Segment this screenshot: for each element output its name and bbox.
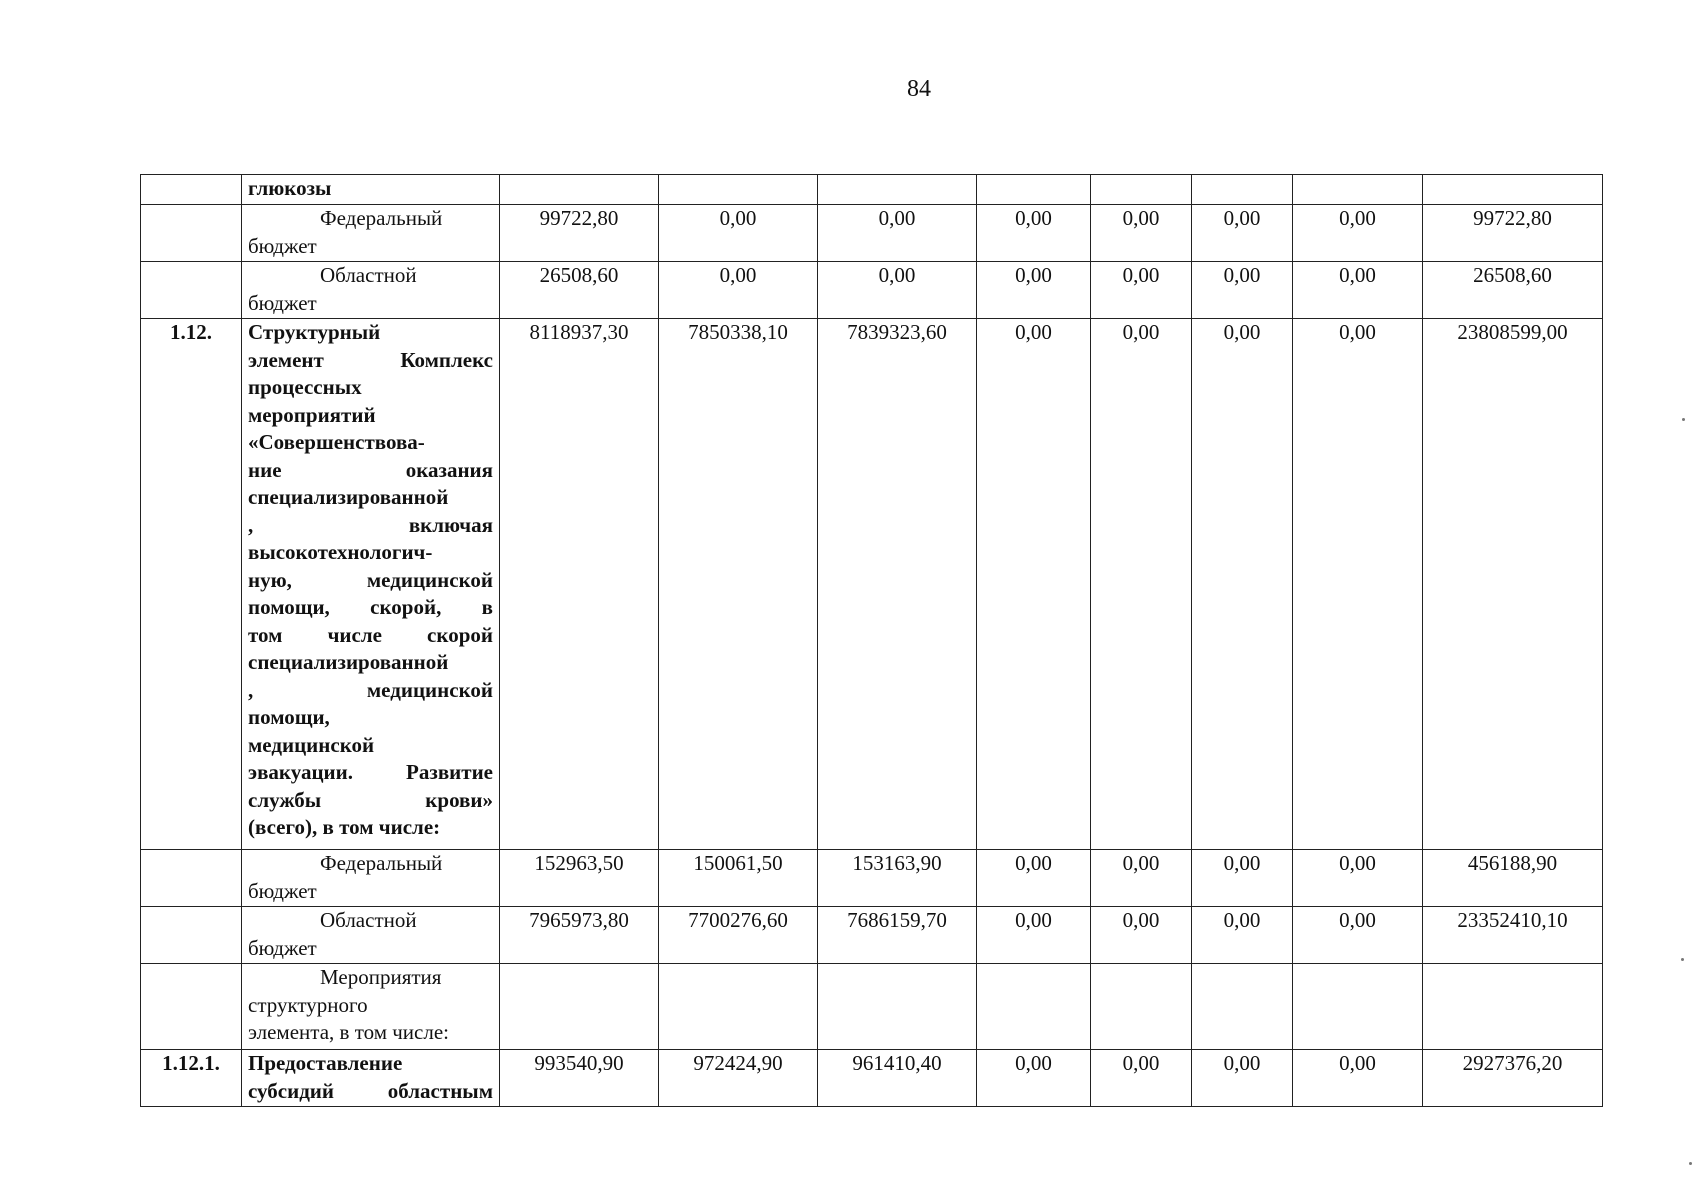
row-value: 961410,40 (818, 1050, 977, 1107)
row-name-line (248, 457, 493, 485)
row-name-line: помощи, (248, 705, 330, 729)
row-value: 0,00 (977, 319, 1091, 850)
row-value: 7700276,60 (659, 907, 818, 964)
row-name-line: мероприятий (248, 402, 376, 427)
row-value: 0,00 (1192, 1050, 1293, 1107)
row-name (242, 319, 500, 850)
row-value: 0,00 (1091, 850, 1192, 907)
row-name-line: Структурный (248, 320, 381, 344)
scan-speck (1689, 1162, 1692, 1165)
row-value: 0,00 (659, 205, 818, 262)
row-value (818, 175, 977, 205)
row-name-word: в (481, 595, 493, 619)
row-total-value: 2927376,20 (1423, 1050, 1603, 1107)
row-name-word: , (248, 512, 254, 537)
row-name-word: включая (408, 512, 493, 537)
row-value: 0,00 (659, 262, 818, 319)
table-row (141, 205, 1603, 262)
row-total-value: 99722,80 (1423, 205, 1603, 262)
row-name-line: процессных (248, 375, 362, 399)
row-name-word: ние (248, 457, 282, 482)
row-value: 7686159,70 (818, 907, 977, 964)
row-name (242, 205, 500, 262)
row-value: 8118937,30 (500, 319, 659, 850)
row-name-rest: бюджет (248, 878, 317, 903)
row-name-line: медицинской (248, 732, 375, 757)
row-value (1091, 175, 1192, 205)
row-name-line (248, 512, 493, 540)
table-row (141, 175, 1603, 205)
row-name-line (248, 567, 493, 595)
row-value: 0,00 (1192, 205, 1293, 262)
row-name-word: числе (327, 622, 382, 647)
table-row (141, 907, 1603, 964)
row-value: 7839323,60 (818, 319, 977, 850)
row-name-line: глюкозы (248, 176, 332, 200)
row-value: 0,00 (1293, 907, 1423, 964)
row-name-word: том (248, 622, 283, 647)
row-name-word: , (248, 677, 254, 702)
row-total-value (1423, 964, 1603, 1050)
row-value: 0,00 (977, 907, 1091, 964)
row-total-value: 23808599,00 (1423, 319, 1603, 850)
row-number (141, 907, 242, 964)
row-name-word: оказания (405, 457, 493, 482)
row-name-rest: бюджет (248, 233, 317, 258)
row-number (141, 964, 242, 1050)
row-value (500, 175, 659, 205)
row-number: 1.12.1. (141, 1050, 242, 1107)
row-name-word: скорой (427, 622, 493, 647)
row-value: 0,00 (1192, 907, 1293, 964)
row-value: 0,00 (1192, 850, 1293, 907)
row-name-line (248, 594, 493, 622)
row-value: 0,00 (1293, 262, 1423, 319)
row-value (500, 964, 659, 1050)
row-name-word: субсидий (248, 1078, 335, 1103)
row-value (1293, 175, 1423, 205)
row-name-rest: бюджет (248, 290, 317, 315)
row-value (659, 175, 818, 205)
row-name-line: структурного (248, 992, 368, 1017)
row-value: 0,00 (1091, 262, 1192, 319)
row-name-word: элемент (248, 347, 324, 372)
row-value (1091, 964, 1192, 1050)
row-number (141, 175, 242, 205)
row-name (242, 1050, 500, 1107)
row-name-line (248, 677, 493, 705)
row-value: 0,00 (977, 262, 1091, 319)
row-name-line: высокотехнологич- (248, 540, 433, 564)
row-number (141, 205, 242, 262)
row-name-line (248, 1078, 493, 1106)
row-total-value: 456188,90 (1423, 850, 1603, 907)
row-name-lead: Федеральный (320, 206, 443, 230)
row-name-line (248, 787, 493, 815)
row-name-line: специализированной (248, 485, 449, 509)
row-value: 0,00 (1091, 907, 1192, 964)
row-value: 972424,90 (659, 1050, 818, 1107)
row-value (818, 964, 977, 1050)
row-name-lead: Областной (320, 908, 417, 932)
table-row (141, 262, 1603, 319)
row-name-line: элемента, в том числе: (248, 1020, 449, 1044)
table-row (141, 850, 1603, 907)
row-value: 0,00 (977, 1050, 1091, 1107)
row-name-word: областным (387, 1078, 493, 1103)
row-name (242, 907, 500, 964)
row-value: 0,00 (977, 850, 1091, 907)
row-number: 1.12. (141, 319, 242, 850)
row-value: 0,00 (1091, 319, 1192, 850)
budget-table (140, 174, 1603, 1107)
row-name-line: (всего), в том числе: (248, 815, 441, 839)
table-body (141, 175, 1603, 1107)
row-value: 7965973,80 (500, 907, 659, 964)
row-total-value: 26508,60 (1423, 262, 1603, 319)
row-number (141, 262, 242, 319)
table-row (141, 964, 1603, 1050)
row-name-lead: Мероприятия (320, 965, 442, 989)
row-value: 0,00 (818, 205, 977, 262)
row-value (977, 175, 1091, 205)
scan-speck (1681, 958, 1684, 961)
row-value (1192, 175, 1293, 205)
row-value (977, 964, 1091, 1050)
row-value: 99722,80 (500, 205, 659, 262)
row-value: 0,00 (1192, 262, 1293, 319)
scan-speck (1682, 418, 1685, 421)
row-value: 0,00 (818, 262, 977, 319)
row-value: 26508,60 (500, 262, 659, 319)
row-name-line (248, 622, 493, 650)
page-number: 84 (907, 76, 931, 102)
row-number (141, 850, 242, 907)
row-name-word: крови» (425, 787, 493, 812)
row-value (1293, 964, 1423, 1050)
row-name-word: службы (248, 787, 322, 812)
row-name-line: специализированной (248, 650, 449, 674)
row-name-word: ную, (248, 567, 292, 592)
row-name-line: Предоставление (248, 1051, 403, 1075)
row-value: 7850338,10 (659, 319, 818, 850)
row-value: 0,00 (1293, 850, 1423, 907)
row-value (1192, 964, 1293, 1050)
table-row (141, 319, 1603, 850)
row-value: 153163,90 (818, 850, 977, 907)
row-name-word: эвакуации. (248, 760, 353, 784)
row-total-value: 23352410,10 (1423, 907, 1603, 964)
row-name (242, 850, 500, 907)
row-value: 993540,90 (500, 1050, 659, 1107)
row-name (242, 262, 500, 319)
row-name-line (248, 347, 493, 375)
table-row (141, 1050, 1603, 1107)
row-value: 0,00 (1293, 1050, 1423, 1107)
row-name-lead: Областной (320, 263, 417, 287)
row-value: 0,00 (1192, 319, 1293, 850)
row-name-rest: бюджет (248, 935, 317, 960)
row-name-word: помощи, (248, 595, 330, 619)
row-name-line: «Совершенствова- (248, 430, 425, 454)
row-name-lead: Федеральный (320, 851, 443, 875)
row-name-word: медицинской (366, 677, 493, 702)
row-value: 0,00 (1091, 1050, 1192, 1107)
row-name-word: медицинской (366, 567, 493, 592)
row-value: 150061,50 (659, 850, 818, 907)
row-name-word: скорой, (370, 595, 442, 619)
row-name (242, 964, 500, 1050)
row-value: 0,00 (1293, 205, 1423, 262)
row-total-value (1423, 175, 1603, 205)
row-name-word: Развитие (406, 760, 493, 784)
row-name-line (248, 759, 493, 787)
row-value: 0,00 (1091, 205, 1192, 262)
row-value: 152963,50 (500, 850, 659, 907)
row-value (659, 964, 818, 1050)
row-value: 0,00 (1293, 319, 1423, 850)
row-name-word: Комплекс (400, 347, 493, 372)
row-name (242, 175, 500, 205)
row-value: 0,00 (977, 205, 1091, 262)
